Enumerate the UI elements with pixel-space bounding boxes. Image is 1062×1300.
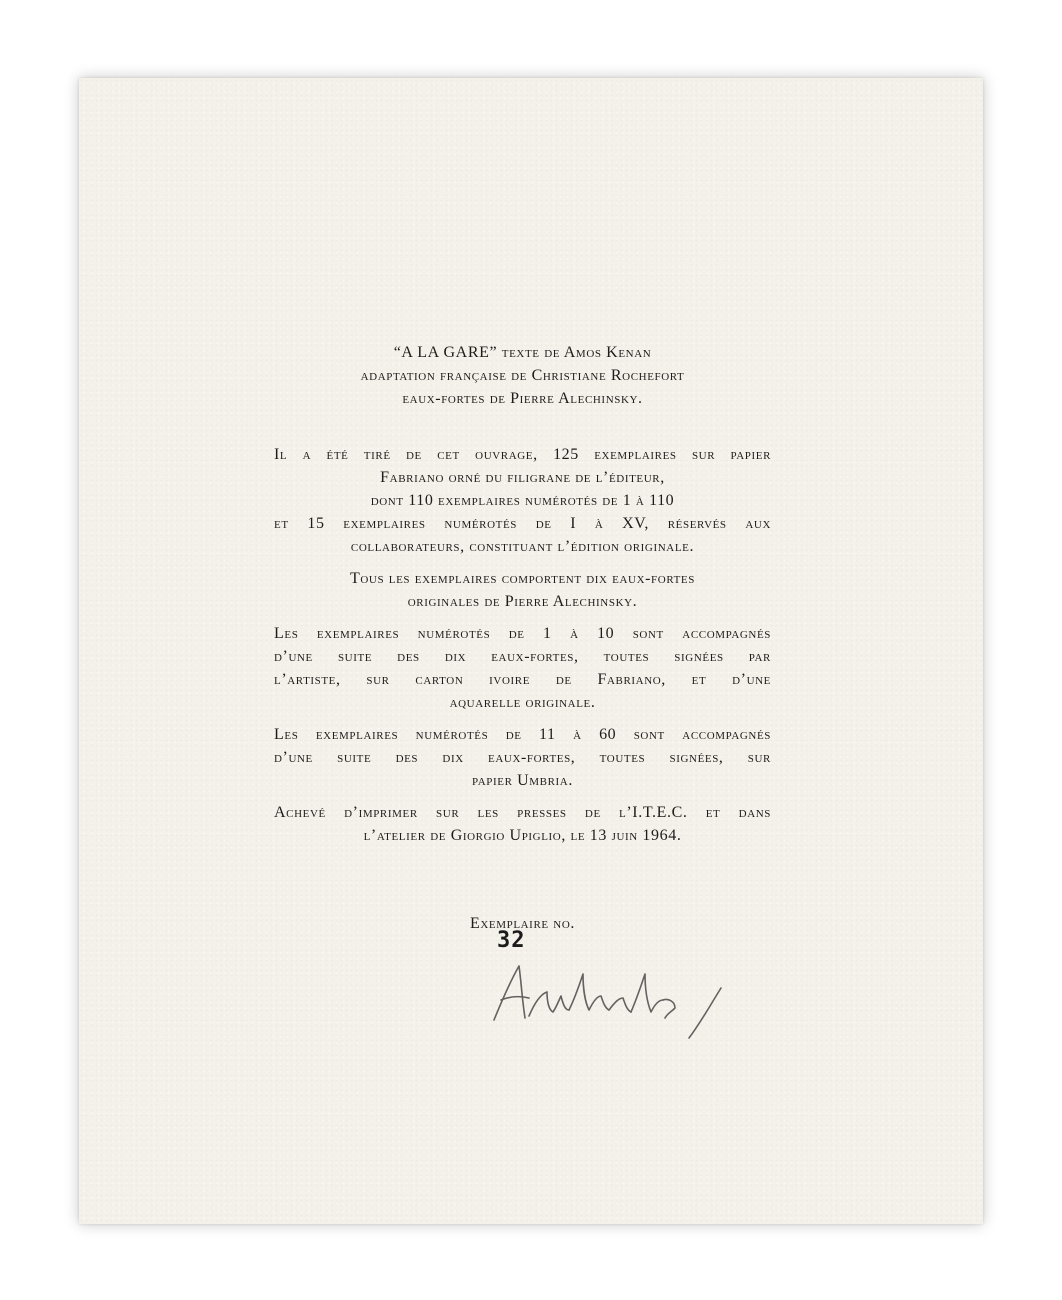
paragraph-line: l’artiste, sur carton ivoire de Fabriano, et d’une [274,671,771,688]
paragraph-line: l’atelier de Giorgio Upiglio, le 13 juin 1964. [363,827,682,844]
copies-11-60-paragraph [274,723,771,792]
paragraph-line: collaborateurs, constituant l’édition originale. [350,538,695,555]
paragraph-line: originales de Pierre Alechinsky. [407,593,638,610]
adaptation-line: adaptation française de Christiane Rochefort [360,367,685,384]
title-block [274,341,771,410]
etchings-paragraph [274,567,771,613]
paper-sheet [79,78,983,1224]
paragraph-line: Les exemplaires numérotés de 11 à 60 sont accompagnés [274,726,771,743]
artist-signature [489,958,749,1048]
paragraph-line: dont 110 exemplaires numérotés de 1 à 110 [370,492,675,509]
paragraph-line: Il a été tiré de cet ouvrage, 125 exemplaires sur papier [274,446,771,463]
paragraph-line: Achevé d’imprimer sur les presses de l’I.T.E.C. et dans [274,804,771,821]
paragraph-line: papier Umbria. [472,772,573,789]
paragraph-line: d’une suite des dix eaux-fortes, toutes signées, sur [274,749,771,766]
paragraph-line: et 15 exemplaires numérotés de I à XV, réservés aux [274,515,771,532]
exemplaire-number: 32 [497,928,526,953]
exemplaire-label: Exemplaire no. [469,915,575,932]
paragraph-line: Fabriano orné du filigrane de l’éditeur, [380,469,665,486]
etchings-line: eaux-fortes de Pierre Alechinsky. [402,390,643,407]
copies-1-10-paragraph [274,622,771,714]
print-run-paragraph [274,443,771,558]
paragraph-line: aquarelle originale. [449,694,596,711]
paragraph-line: Les exemplaires numérotés de 1 à 10 sont accompagnés [274,625,771,642]
colophon-text [274,341,771,932]
paragraph-line: d’une suite des dix eaux-fortes, toutes signées par [274,648,771,665]
paragraph-line: Tous les exemplaires comportent dix eaux-fortes [350,570,695,587]
printing-paragraph [274,801,771,847]
title-line: “A LA GARE” texte de Amos Kenan [393,344,652,361]
